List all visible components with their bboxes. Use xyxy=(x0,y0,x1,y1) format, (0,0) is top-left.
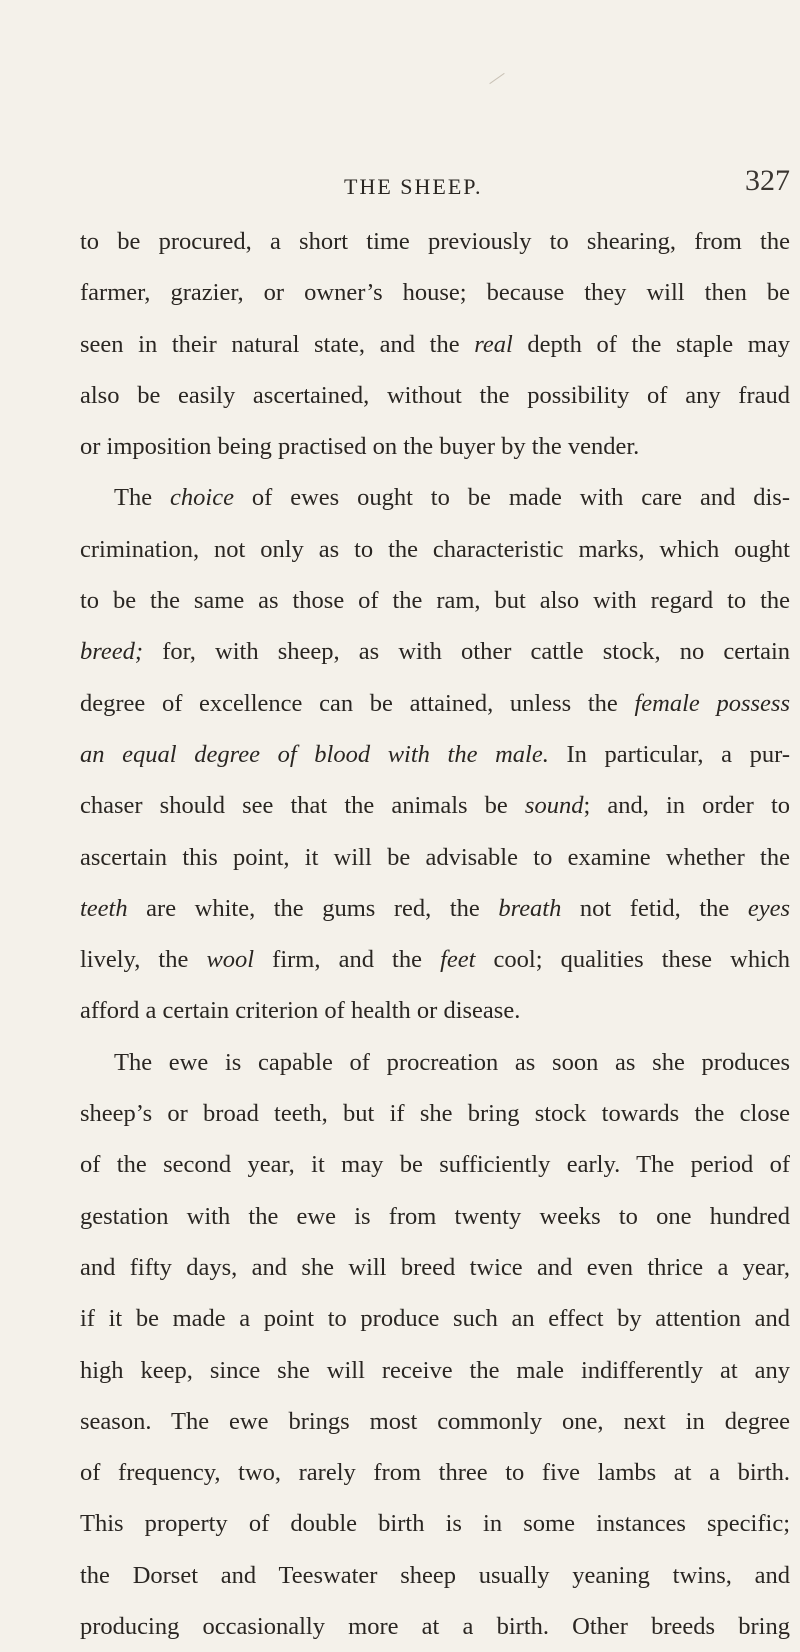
text-line: sheep’s or broad teeth, but if she bring stock towards the close xyxy=(80,1100,790,1128)
paper-mark xyxy=(489,73,504,84)
text-line: or imposition being practised on the buyer by the vender. xyxy=(80,433,640,461)
text-line: to be the same as those of the ram, but also with regard to the xyxy=(80,587,790,615)
text-line: high keep, since she will receive the male indifferently at any xyxy=(80,1356,790,1384)
body-text xyxy=(80,216,790,1652)
text-line: of the second year, it may be sufficiently early. The period of xyxy=(80,1151,790,1179)
text-line: if it be made a point to produce such an effect by attention and xyxy=(80,1305,790,1333)
text-line: an equal degree of blood with the male. In particular, a pur- xyxy=(80,740,790,768)
text-line: also be easily ascertained, without the possibility of any fraud xyxy=(80,381,790,409)
text-line: breed; for, with sheep, as with other cattle stock, no certain xyxy=(80,638,790,666)
text-line: producing occasionally more at a birth. Other breeds bring xyxy=(80,1613,790,1641)
page-header xyxy=(80,164,790,204)
text-line: This property of double birth is in some instances specific; xyxy=(80,1510,790,1538)
text-line: season. The ewe brings most commonly one, next in degree xyxy=(80,1407,790,1435)
text-line: chaser should see that the animals be sound; and, in order to xyxy=(80,792,790,820)
text-line: crimination, not only as to the characteristic marks, which ought xyxy=(80,535,790,563)
running-head: THE SHEEP. xyxy=(344,174,483,199)
text-line: The ewe is capable of procreation as soon as she produces xyxy=(114,1048,790,1076)
text-line: gestation with the ewe is from twenty weeks to one hundred xyxy=(80,1202,790,1230)
text-line: teeth are white, the gums red, the breath not fetid, the eyes xyxy=(80,894,790,922)
text-line: ascertain this point, it will be advisable to examine whether the xyxy=(80,843,790,871)
text-line: The choice of ewes ought to be made with care and dis- xyxy=(114,484,790,512)
text-line: to be procured, a short time previously to shearing, from the xyxy=(80,228,790,255)
text-line: afford a certain criterion of health or disease. xyxy=(80,997,521,1025)
text-line: of frequency, two, rarely from three to five lambs at a birth. xyxy=(80,1459,790,1487)
text-line: and fifty days, and she will breed twice and even thrice a year, xyxy=(80,1253,790,1281)
text-line: farmer, grazier, or owner’s house; because they will then be xyxy=(80,279,790,307)
text-line: lively, the wool firm, and the feet cool; qualities these which xyxy=(80,946,790,974)
page-number: 327 xyxy=(745,164,790,197)
text-line: the Dorset and Teeswater sheep usually yeaning twins, and xyxy=(80,1561,790,1589)
text-line: degree of excellence can be attained, unless the female possess xyxy=(80,689,790,717)
text-line: seen in their natural state, and the real depth of the staple may xyxy=(80,330,790,358)
